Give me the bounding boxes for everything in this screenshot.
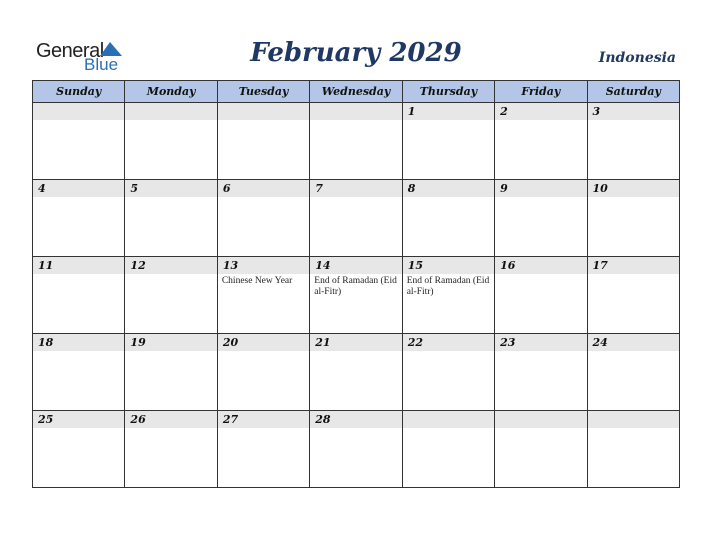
holiday-label <box>588 197 679 199</box>
holiday-label <box>310 197 401 199</box>
day-cell <box>587 334 679 411</box>
holiday-label <box>588 428 679 430</box>
day-number-bar <box>310 334 401 351</box>
calendar-title: February 2029 <box>250 38 462 68</box>
holiday-label <box>403 428 494 430</box>
day-cell <box>125 411 217 488</box>
holiday-label <box>33 197 124 199</box>
weekday-header: Sunday <box>33 81 125 103</box>
day-cell <box>587 411 679 488</box>
day-cell <box>402 257 494 334</box>
day-number-bar <box>310 180 401 197</box>
day-number: 22 <box>407 336 423 349</box>
holiday-label <box>218 197 309 199</box>
day-number-bar <box>495 257 586 274</box>
day-number: 2 <box>500 105 508 118</box>
day-number-bar <box>125 411 216 428</box>
day-number-bar <box>403 103 494 120</box>
day-cell <box>402 103 494 180</box>
day-number: 25 <box>38 413 54 426</box>
day-cell <box>33 103 125 180</box>
day-number-bar <box>33 411 124 428</box>
day-number: 19 <box>130 336 146 349</box>
day-number: 5 <box>130 182 139 195</box>
day-number-bar <box>125 103 216 120</box>
day-number: 10 <box>592 182 608 195</box>
day-cell <box>217 103 309 180</box>
day-number-bar <box>495 103 586 120</box>
day-cell <box>33 257 125 334</box>
day-number-bar <box>495 411 586 428</box>
day-number-bar <box>218 334 309 351</box>
day-number-bar <box>125 334 216 351</box>
day-cell <box>217 334 309 411</box>
day-cell <box>310 180 402 257</box>
day-cell <box>495 411 587 488</box>
weekday-header: Monday <box>125 81 217 103</box>
holiday-label <box>310 120 401 122</box>
day-number-bar <box>403 411 494 428</box>
weekday-header-row <box>33 81 680 103</box>
day-number: 12 <box>130 259 146 272</box>
holiday-label <box>310 351 401 353</box>
day-number: 1 <box>407 105 416 118</box>
day-cell <box>33 411 125 488</box>
holiday-label <box>495 120 586 122</box>
week-row <box>33 334 680 411</box>
holiday-label <box>125 351 216 353</box>
weekday-header: Friday <box>495 81 587 103</box>
holiday-label <box>218 120 309 122</box>
holiday-label <box>218 428 309 430</box>
day-number: 15 <box>407 259 423 272</box>
week-row <box>33 180 680 257</box>
holiday-label <box>403 120 494 122</box>
weekday-header: Saturday <box>587 81 679 103</box>
day-number: 23 <box>500 336 516 349</box>
calendar-grid <box>32 80 680 488</box>
holiday-label <box>588 351 679 353</box>
day-number-bar <box>310 103 401 120</box>
holiday-label <box>310 428 401 430</box>
day-number: 18 <box>38 336 54 349</box>
day-cell <box>310 411 402 488</box>
week-row <box>33 103 680 180</box>
day-cell <box>402 180 494 257</box>
week-row <box>33 257 680 334</box>
day-number-bar <box>495 334 586 351</box>
weekday-header: Thursday <box>402 81 494 103</box>
day-number: 6 <box>222 182 231 195</box>
day-number: 8 <box>407 182 416 195</box>
day-number-bar <box>125 257 216 274</box>
holiday-label: Chinese New Year <box>221 276 293 286</box>
day-cell <box>33 180 125 257</box>
holiday-label <box>495 351 586 353</box>
holiday-label <box>495 197 586 199</box>
day-number: 20 <box>222 336 239 349</box>
day-number-bar <box>218 257 309 274</box>
weekday-header: Wednesday <box>310 81 402 103</box>
day-cell <box>310 103 402 180</box>
holiday-label: End of Ramadan (Eid al-Fitr) <box>406 276 490 297</box>
holiday-label <box>403 197 494 199</box>
day-cell <box>310 257 402 334</box>
day-number: 14 <box>315 259 331 272</box>
day-number-bar <box>33 334 124 351</box>
day-number-bar <box>33 103 124 120</box>
weekday-header: Tuesday <box>217 81 309 103</box>
day-number: 3 <box>592 105 601 118</box>
day-cell <box>402 334 494 411</box>
day-cell <box>217 411 309 488</box>
day-number-bar <box>588 334 679 351</box>
day-number-bar <box>33 180 124 197</box>
day-cell <box>217 257 309 334</box>
day-number-bar <box>403 257 494 274</box>
day-cell <box>495 334 587 411</box>
holiday-label <box>125 274 216 276</box>
day-cell <box>587 257 679 334</box>
logo-blue-text: Blue <box>84 55 119 74</box>
day-number: 9 <box>500 182 508 195</box>
day-number: 24 <box>592 336 608 349</box>
day-cell <box>495 257 587 334</box>
holiday-label <box>588 120 679 122</box>
day-cell <box>125 257 217 334</box>
holiday-label <box>125 428 216 430</box>
day-number: 28 <box>315 413 331 426</box>
day-number: 21 <box>315 336 331 349</box>
day-number: 26 <box>130 413 146 426</box>
holiday-label <box>125 197 216 199</box>
day-number-bar <box>495 180 586 197</box>
holiday-label <box>495 428 586 430</box>
day-cell <box>402 411 494 488</box>
day-cell <box>125 334 217 411</box>
day-cell <box>495 103 587 180</box>
day-cell <box>310 334 402 411</box>
day-number-bar <box>218 411 309 428</box>
day-number-bar <box>403 180 494 197</box>
logo-general-text: General <box>36 40 104 62</box>
day-number-bar <box>310 411 401 428</box>
holiday-label <box>125 120 216 122</box>
day-number-bar <box>218 180 309 197</box>
day-number-bar <box>588 411 679 428</box>
holiday-label <box>588 274 679 276</box>
day-number: 11 <box>38 259 54 272</box>
holiday-label <box>33 428 124 430</box>
day-cell <box>217 180 309 257</box>
day-number: 16 <box>500 259 516 272</box>
holiday-label <box>218 351 309 353</box>
country-label: Indonesia <box>598 50 676 66</box>
day-number-bar <box>588 257 679 274</box>
day-number: 13 <box>222 259 239 272</box>
day-cell <box>587 180 679 257</box>
day-number-bar <box>218 103 309 120</box>
day-number-bar <box>588 180 679 197</box>
day-number-bar <box>588 103 679 120</box>
holiday-label <box>33 274 124 276</box>
day-number-bar <box>125 180 216 197</box>
holiday-label <box>403 351 494 353</box>
day-number: 27 <box>222 413 239 426</box>
holiday-label: End of Ramadan (Eid al-Fitr) <box>314 276 397 297</box>
holiday-label <box>495 274 586 276</box>
day-number: 17 <box>592 259 608 272</box>
day-cell <box>125 180 217 257</box>
day-number-bar <box>310 257 401 274</box>
day-number: 4 <box>38 182 46 195</box>
week-row <box>33 411 680 488</box>
holiday-label <box>33 120 124 122</box>
day-cell <box>125 103 217 180</box>
day-number: 7 <box>315 182 323 195</box>
day-cell <box>495 180 587 257</box>
day-number-bar <box>33 257 124 274</box>
day-cell <box>33 334 125 411</box>
day-number-bar <box>403 334 494 351</box>
day-cell <box>587 103 679 180</box>
holiday-label <box>33 351 124 353</box>
